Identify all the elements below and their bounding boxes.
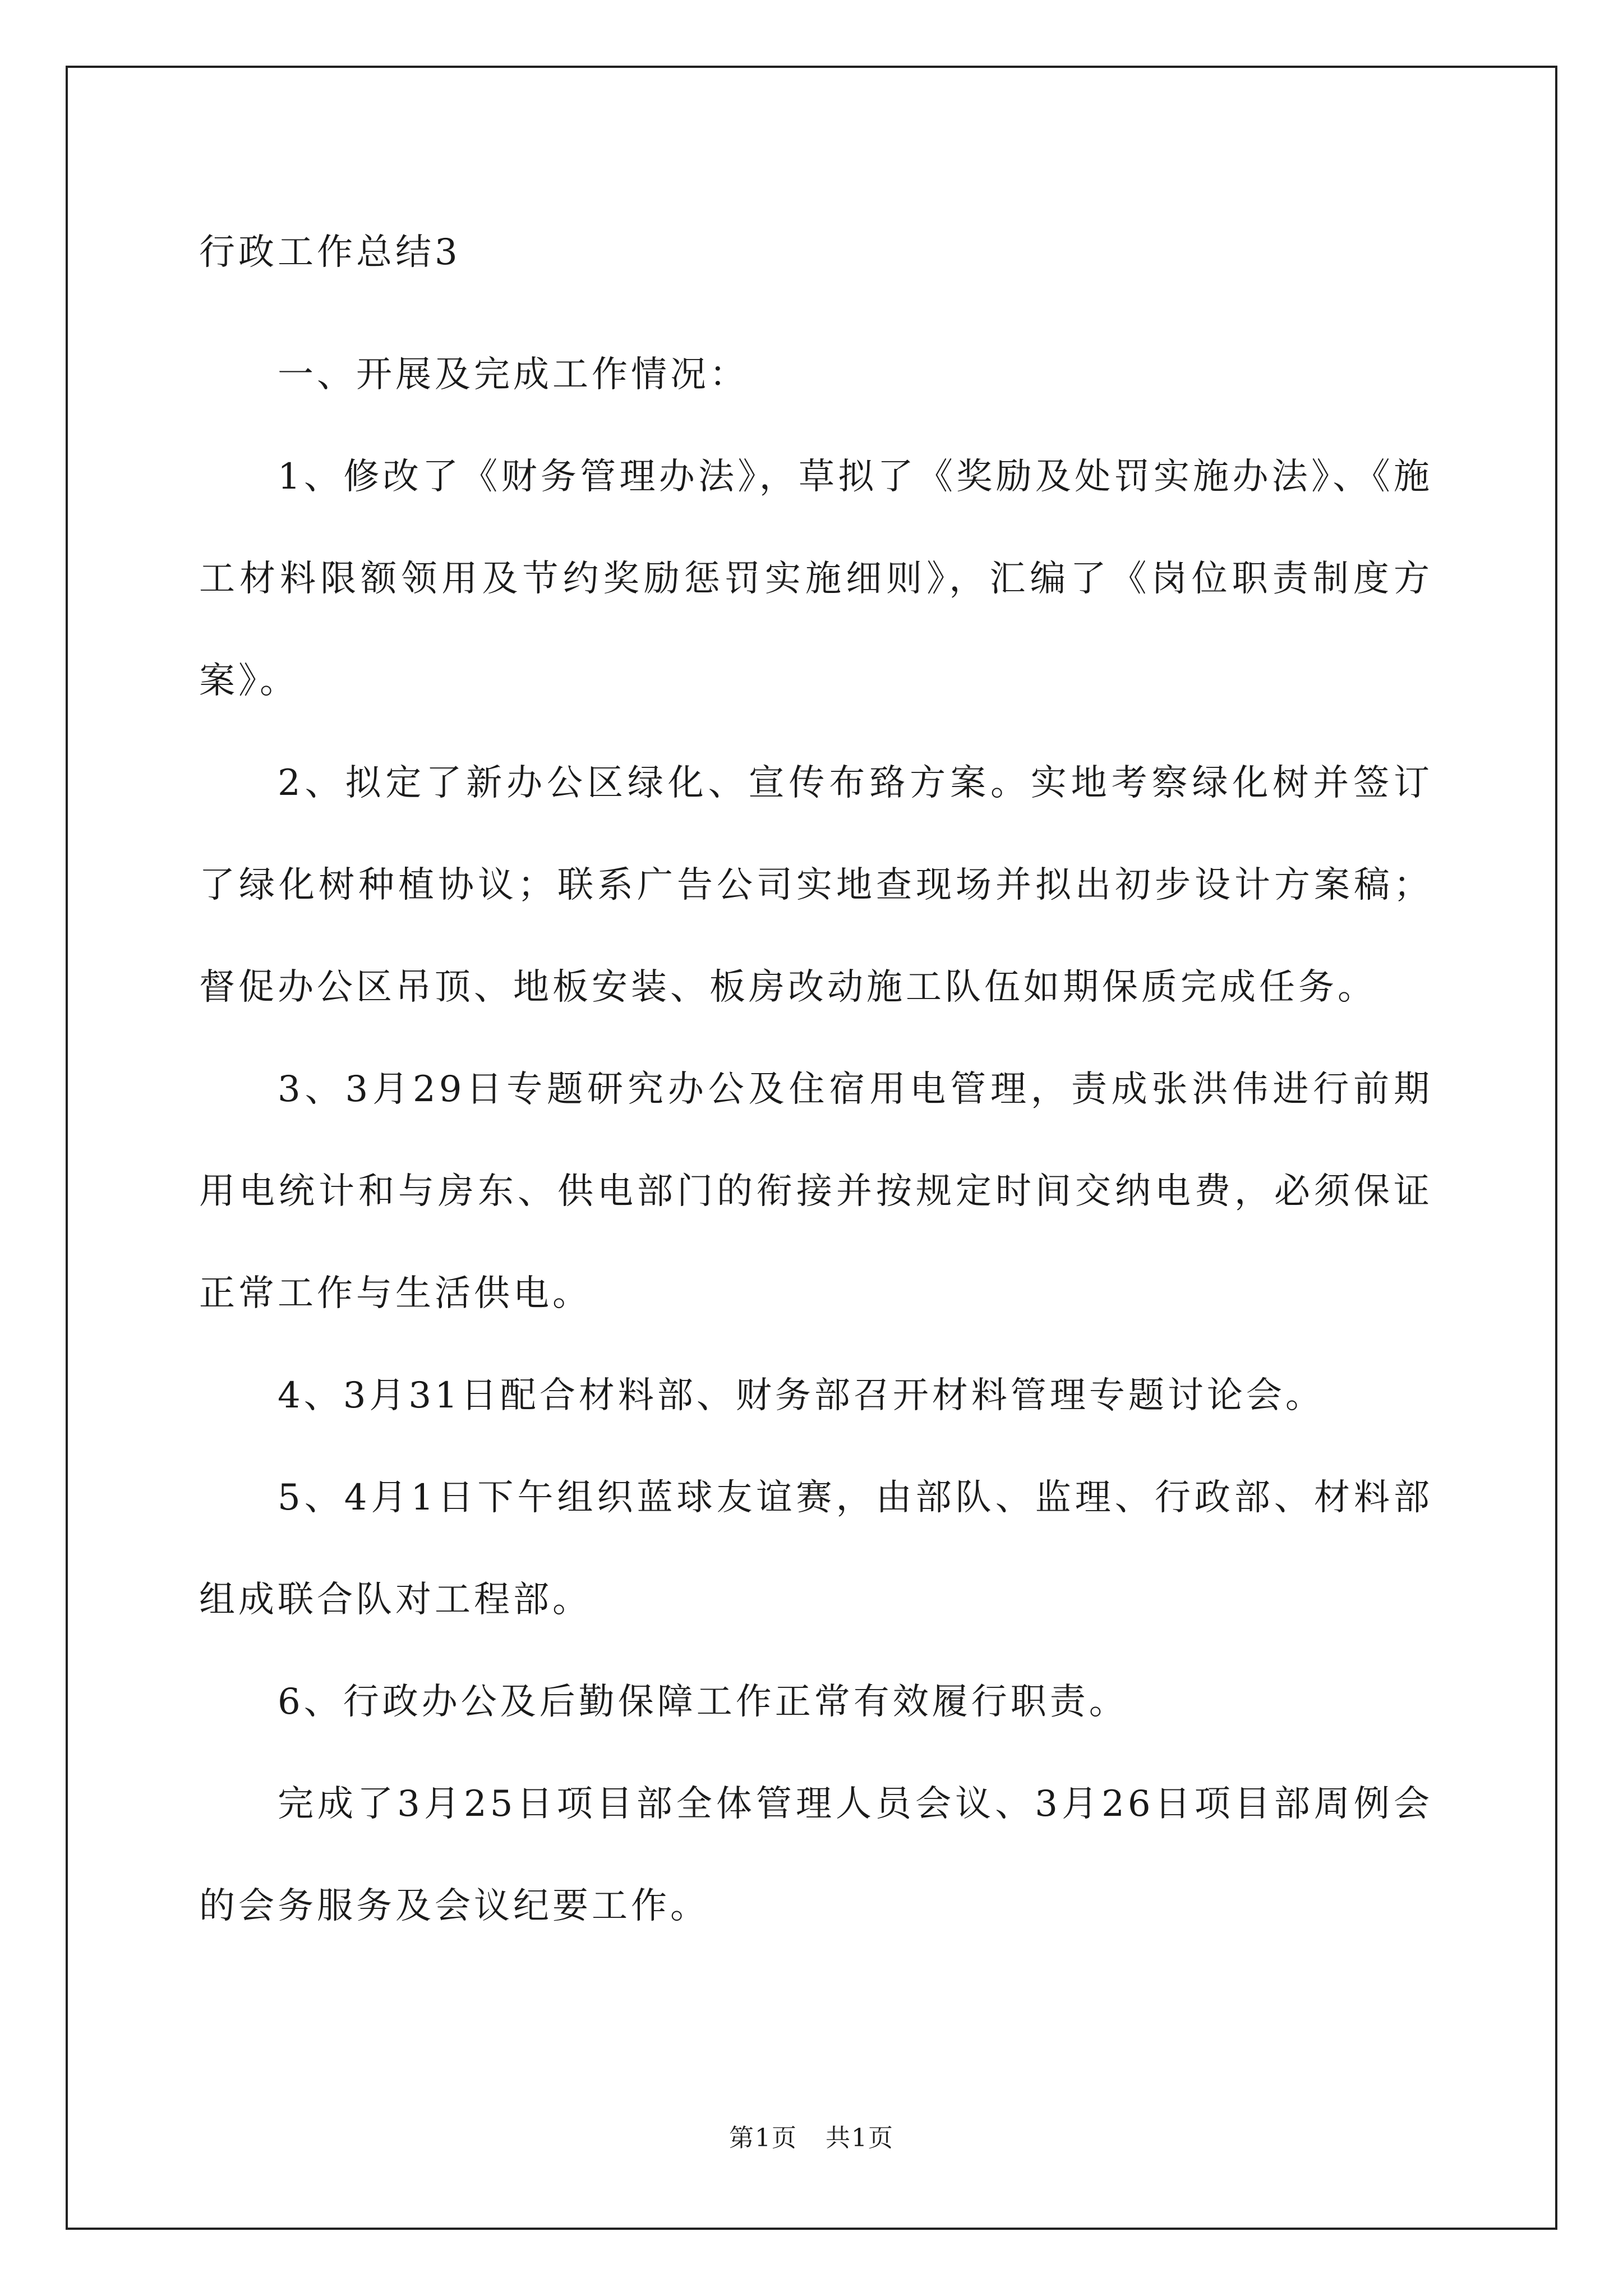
section-heading: 一、开展及完成工作情况： xyxy=(278,354,749,395)
paragraph-meetings: 完成了3月25日项目部全体管理人员会议、3月26日项目部周例会的会务服务及会议纪要工作。 xyxy=(199,1783,1433,1927)
paragraph-item-2: 2、拟定了新办公区绿化、宣传布臵方案。实地考察绿化树并签订了绿化树种植协议；联系广告公司实地查现场并拟出初步设计方案稿；督促办公区吊顶、地板安装、板房改动施工队伍如期保质完成任务。 xyxy=(199,762,1433,1008)
paragraph-item-1: 1、修改了《财务管理办法》，草拟了《奖励及处罚实施办法》、《施工材料限额领用及节约奖励惩罚实施细则》，汇编了《岗位职责制度方案》。 xyxy=(199,456,1433,702)
page-number-total: 共1页 xyxy=(826,2124,894,2152)
paragraph-item-5: 5、4月1日下午组织蓝球友谊赛，由部队、监理、行政部、材料部组成联合队对工程部。 xyxy=(199,1477,1433,1621)
document-body xyxy=(199,222,1433,1957)
paragraph-item-6: 6、行政办公及后勤保障工作正常有效履行职责。 xyxy=(278,1681,1128,1723)
page-number-current: 第1页 xyxy=(729,2124,797,2152)
page-footer xyxy=(0,2118,1623,2154)
paragraph-item-3: 3、3月29日专题研究办公及住宿用电管理，责成张洪伟进行前期用电统计和与房东、供电部门的衔接并按规定时间交纳电费，必须保证正常工作与生活供电。 xyxy=(199,1069,1433,1314)
paragraph-item-4: 4、3月31日配合材料部、财务部召开材料管理专题讨论会。 xyxy=(278,1375,1325,1416)
document-title: 行政工作总结3 xyxy=(199,232,461,273)
